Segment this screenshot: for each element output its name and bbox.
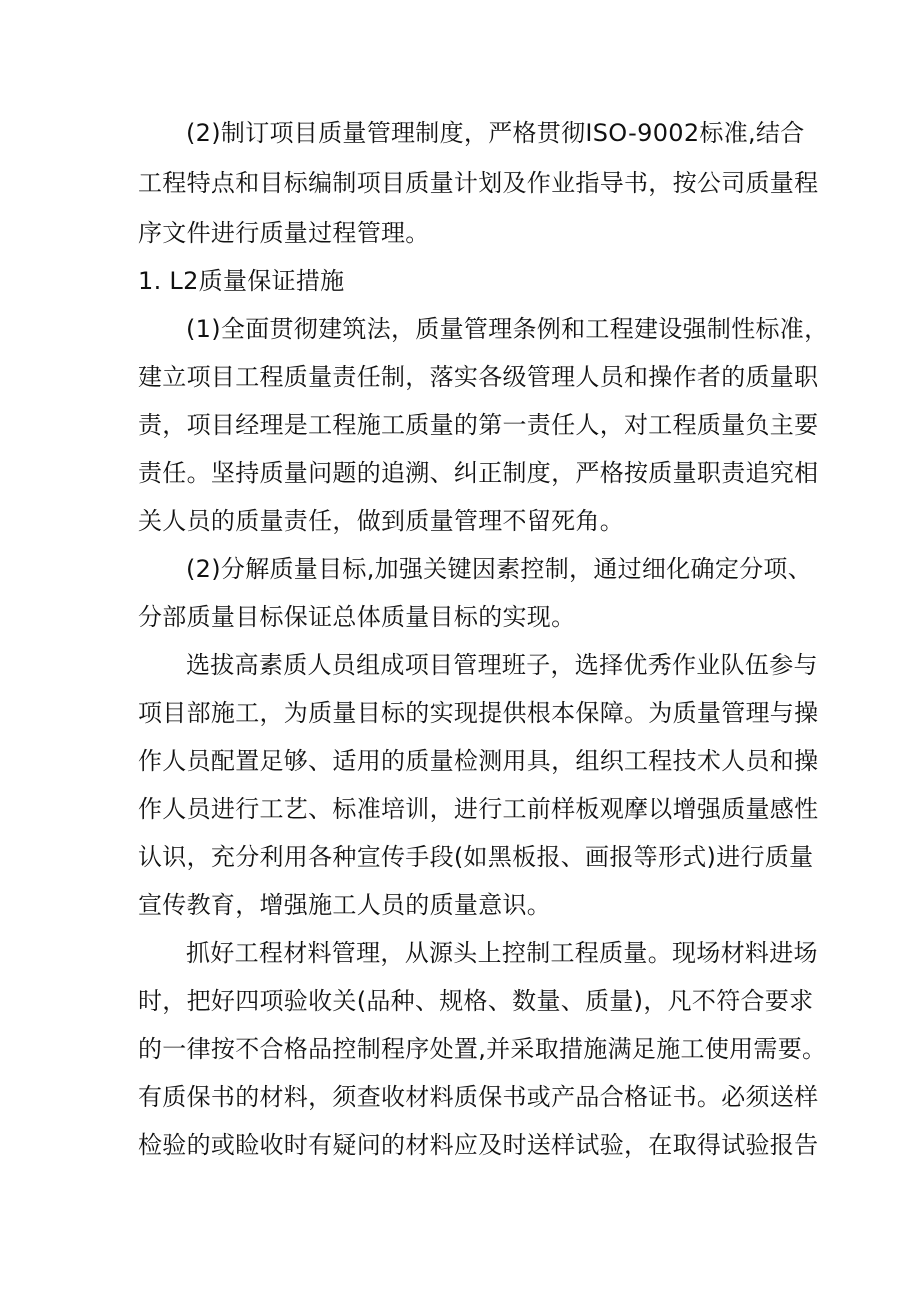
paragraph-2-line-5: 关人员的质量责任，做到质量管理不留死角。 [138, 507, 624, 535]
paragraph-4-line-5: 认识，充分利用各种宣传手段(如黑板报、画报等形式)进行质量 [138, 843, 814, 871]
section-heading: 1. L2质量保证措施 [138, 267, 345, 295]
paragraph-2-line-1: (1)全面贯彻建筑法，质量管理条例和工程建设强制性标准， [186, 315, 829, 343]
paragraph-2-line-4: 责任。坚持质量问题的追溯、纠正制度，严格按质量职责追究相 [138, 459, 819, 487]
paragraph-1-line-2: 工程特点和目标编制项目质量计划及作业指导书，按公司质量程 [138, 169, 819, 197]
paragraph-2-line-2: 建立项目工程质量责任制，落实各级管理人员和操作者的质量职 [138, 363, 819, 391]
paragraph-4-line-4: 作人员进行工艺、标准培训，进行工前样板观摩以增强质量感性 [138, 795, 819, 823]
paragraph-5-line-4: 有质保书的材料，须查收材料质保书或产品合格证书。必须送样 [138, 1083, 819, 1111]
paragraph-5-line-3: 的一律按不合格品控制程序处置,并采取措施满足施工使用需要。 [138, 1035, 827, 1063]
paragraph-4-line-2: 项目部施工，为质量目标的实现提供根本保障。为质量管理与操 [138, 699, 819, 727]
paragraph-3-line-1: (2)分解质量目标,加强关键因素控制，通过细化确定分项、 [186, 555, 813, 583]
paragraph-2-line-3: 责，项目经理是工程施工质量的第一责任人，对工程质量负主要 [138, 411, 819, 439]
paragraph-4-line-6: 宣传教育，增强施工人员的质量意识。 [138, 891, 552, 919]
paragraph-5-line-2: 时，把好四项验收关(品种、规格、数量、质量)，凡不符合要求 [138, 987, 814, 1015]
paragraph-3-line-2: 分部质量目标保证总体质量目标的实现。 [138, 603, 576, 631]
paragraph-4-line-1: 选拔高素质人员组成项目管理班子，选择优秀作业队伍参与 [186, 651, 818, 679]
paragraph-5-line-1: 抓好工程材料管理，从源头上控制工程质量。现场材料进场 [186, 939, 818, 967]
paragraph-1-line-1: (2)制订项目质量管理制度，严格贯彻ISO-9002标准,结合 [186, 119, 805, 147]
paragraph-5-line-5: 检验的或睑收时有疑问的材料应及时送样试验，在取得试验报告 [138, 1131, 819, 1159]
paragraph-1-line-3: 序文件进行质量过程管理。 [138, 219, 430, 247]
paragraph-4-line-3: 作人员配置足够、适用的质量检测用具，组织工程技术人员和操 [138, 747, 819, 775]
